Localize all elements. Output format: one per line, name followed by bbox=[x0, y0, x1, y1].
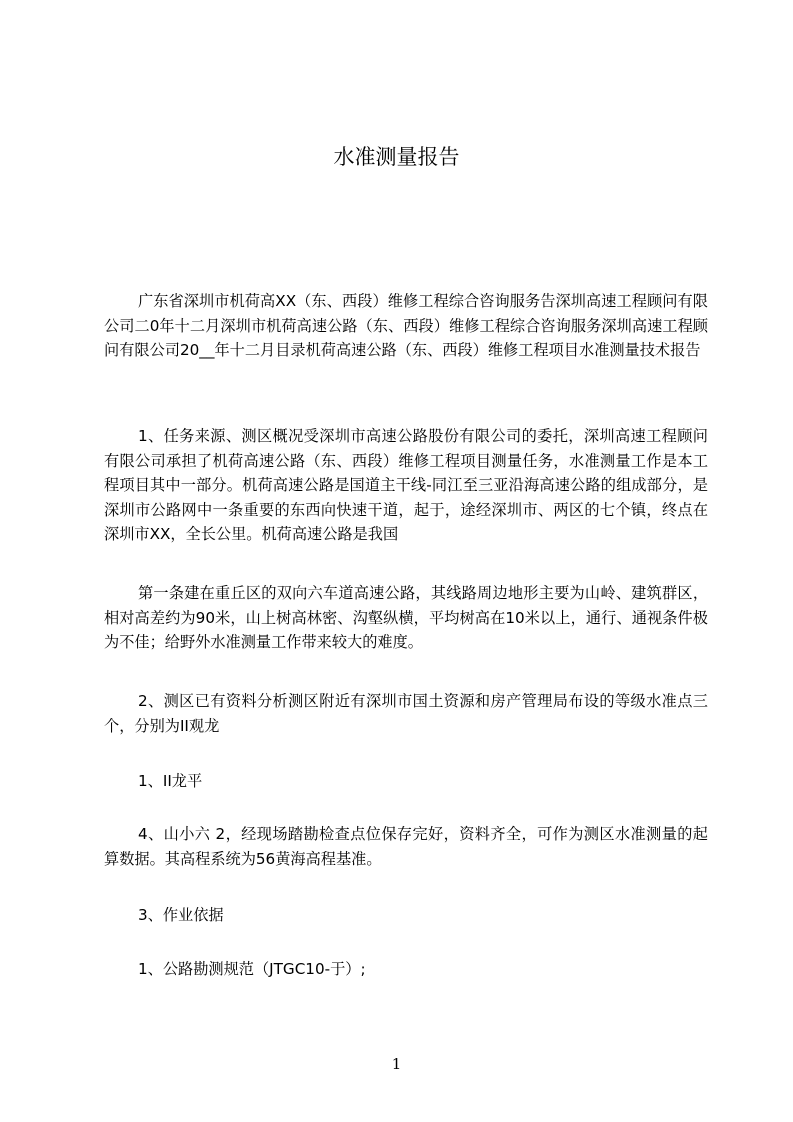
section-heading-basis: 3、作业依据 bbox=[138, 906, 224, 924]
list-item-specification: 1、公路勘测规范（JTGC10-于）; bbox=[138, 960, 366, 978]
paragraph-benchmark-longping: 1、II龙平 bbox=[138, 772, 203, 790]
paragraph-cover-info: 广东省深圳市机荷高XX（东、西段）维修工程综合咨询服务告深圳高速工程顾问有限公司二0年十二月深圳市机荷高速公路（东、西段）维修工程综合咨询服务深圳高速工程顾问有限公司20__年十二月目录机荷高速公路（东、西段）维修工程项目水准测量技术报告 bbox=[104, 292, 708, 359]
page-number: 1 bbox=[391, 1055, 402, 1073]
paragraph-task-source: 1、任务来源、测区概况受深圳市高速公路股份有限公司的委托，深圳高速工程顾问有限公司承担了机荷高速公路（东、西段）维修工程项目测量任务，水准测量工作是本工程项目其中一部分。机荷高速公路是国道主干线-同江至三亚沿海高速公路的组成部分，是深圳市公路网中一条重要的东西向快速干道，起于，途经深圳市、两区的七个镇，终点在深圳市XX，全长公里。机荷高速公路是我国 bbox=[104, 427, 708, 543]
paragraph-benchmark-check: 4、山小六 2，经现场踏勘检查点位保存完好，资料齐全，可作为测区水准测量的起算数据。其高程系统为56黄海高程基准。 bbox=[104, 825, 708, 868]
paragraph-existing-data: 2、测区已有资料分析测区附近有深圳市国土资源和房产管理局布设的等级水准点三个，分别为II观龙 bbox=[104, 692, 708, 735]
document-title: 水准测量报告 bbox=[333, 145, 460, 169]
paragraph-terrain: 第一条建在重丘区的双向六车道高速公路，其线路周边地形主要为山岭、建筑群区，相对高差约为90米，山上树高林密、沟壑纵横，平均树高在10米以上，通行、通视条件极为不佳；给野外水准测量工作带来较大的难度。 bbox=[104, 584, 708, 651]
